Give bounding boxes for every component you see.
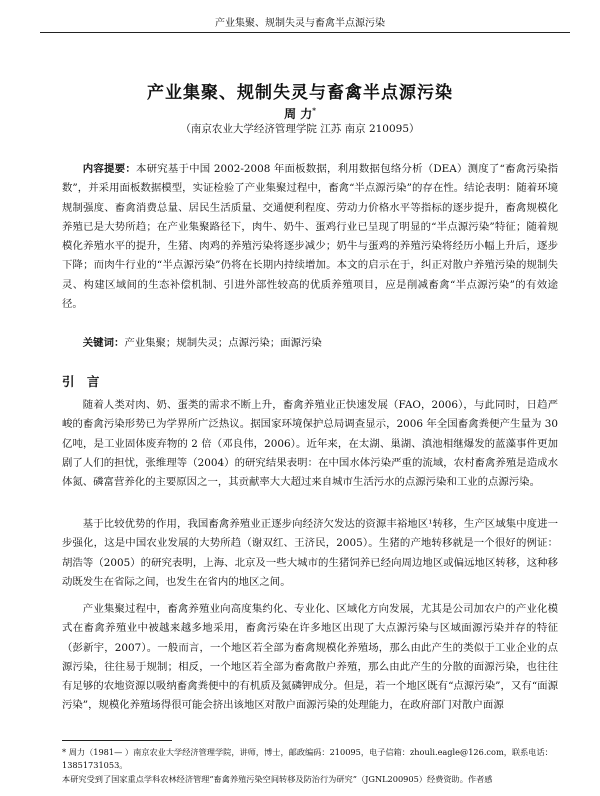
keywords bbox=[62, 334, 558, 353]
body-paragraph-2: 基于比较优势的作用，我国畜禽养殖业正逐步向经济欠发达的资源丰裕地区¹转移，生产区域集中度进一步强化，这是中国农业发展的大势所趋（谢双红、王济民，2005）。生猪的产地转移就是一个很好的例证：胡浩等（2005）的研究表明，上海、北京及一些大城市的生猪饲养已经向周边地区或偏远地区转移，这种移动既发生在省际之间，也发生在省内的地区之间。 bbox=[62, 518, 558, 588]
body-paragraph-3: 产业集聚过程中，畜禽养殖业向高度集约化、专业化、区域化方向发展，尤其是公司加农户的产业化模式在畜禽养殖业中被越来越多地采用，畜禽污染在许多地区出现了大点源污染与区域面源污染并存的特征（彭新宇，2007）。一般而言，一个地区若全部为畜禽规模化养殖场，那么由此产生的类似于工业企业的点源污染，往往易于规制；相反，一个地区若全部为畜禽散户养殖，那么由此产生的分散的面源污染，也往往有足够的农地资源以吸纳畜禽粪便中的有机质及氮磷钾成分。但是，若一个地区既有“点源污染”，又有“面源污染”，规模化养殖场得很可能会挤出该地区对散户面源污染的处理能力，在政府部门对散户面源 bbox=[62, 603, 558, 712]
footnote-author: * 周力（1981— ）南京农业大学经济管理学院，讲师，博士，邮政编码：210095，电子信箱：zhouli.eagle@126.com，联系电话：13851731053。 bbox=[62, 747, 553, 770]
author-footnote-mark: * bbox=[312, 106, 316, 115]
author-name: 周 力 bbox=[284, 107, 313, 121]
header-rule bbox=[40, 32, 570, 33]
abstract-label: 内容提要： bbox=[82, 163, 136, 175]
running-header: 产业集聚、规制失灵与畜禽半点源污染 bbox=[215, 18, 385, 29]
abstract-text: 本研究基于中国 2002-2008 年面板数据，利用数据包络分析（DEA）测度了“畜禽污染指数”，并采用面板数据模型，实证检验了产业集聚过程中，畜禽“半点源污染”的存在性。结论表明：随着环境规制强度、畜禽消费总量、居民生活质量、交通便利程度、劳动力价格水平等指标的逐步提升，畜禽规模化养殖已是大势所趋；在产业集聚路径下，肉牛、奶牛、蛋鸡行业已呈现了明显的“半点源污染”特征；随着规模化养殖水平的提升，生猪、肉鸡的养殖污染将逐步减少；奶牛与蛋鸡的养殖污染将经历小幅上升后，逐步下降；而肉牛行业的“半点源污染”仍将在长期内持续增加。本文的启示在于，纠正对散户养殖污染的规制失灵、构建区域间的生态补偿机制、引进外部性较高的优质养殖项目，应是削减畜禽“半点源污染”的有效途径。 bbox=[62, 163, 559, 311]
body-paragraph-1: 随着人类对肉、奶、蛋类的需求不断上升，畜禽养殖业正快速发展（FAO，2006），与此同时，日趋严峻的畜禽污染形势已为学界所广泛热议。据国家环境保护总局调查显示，2006 年全国畜禽粪便产生量为 30 亿吨，是工业固体废弃物的 2 倍（邓良伟，2006）。近年来，在太湖、巢湖、滇池相继爆发的蓝藻事件更加剧了人们的担忧，张维理等（2004）的研究结果表明：在中国水体污染严重的流域，农村畜禽养殖是造成水体氮、磷富营养化的主要原因之一，其贡献率大大超过来自城市生活污水的点源污染和工业的点源污染。 bbox=[62, 399, 558, 489]
abstract bbox=[62, 160, 558, 314]
footnote-rule bbox=[62, 740, 172, 741]
keywords-label: 关键词： bbox=[82, 337, 125, 349]
affiliation: （南京农业大学经济管理学院 江苏 南京 210095） bbox=[180, 123, 420, 135]
footnote-funding: 本研究受到了国家重点学科农林经济管理“畜禽养殖污染空间转移及防治行为研究”（JGNL200905）经费资助。作者感 bbox=[62, 774, 493, 784]
author-line bbox=[0, 105, 600, 122]
article-title: 产业集聚、规制失灵与畜禽半点源污染 bbox=[147, 83, 453, 103]
section-heading: 引 言 bbox=[62, 374, 104, 389]
keywords-text: 产业集聚；规制失灵；点源污染；面源污染 bbox=[124, 337, 322, 349]
